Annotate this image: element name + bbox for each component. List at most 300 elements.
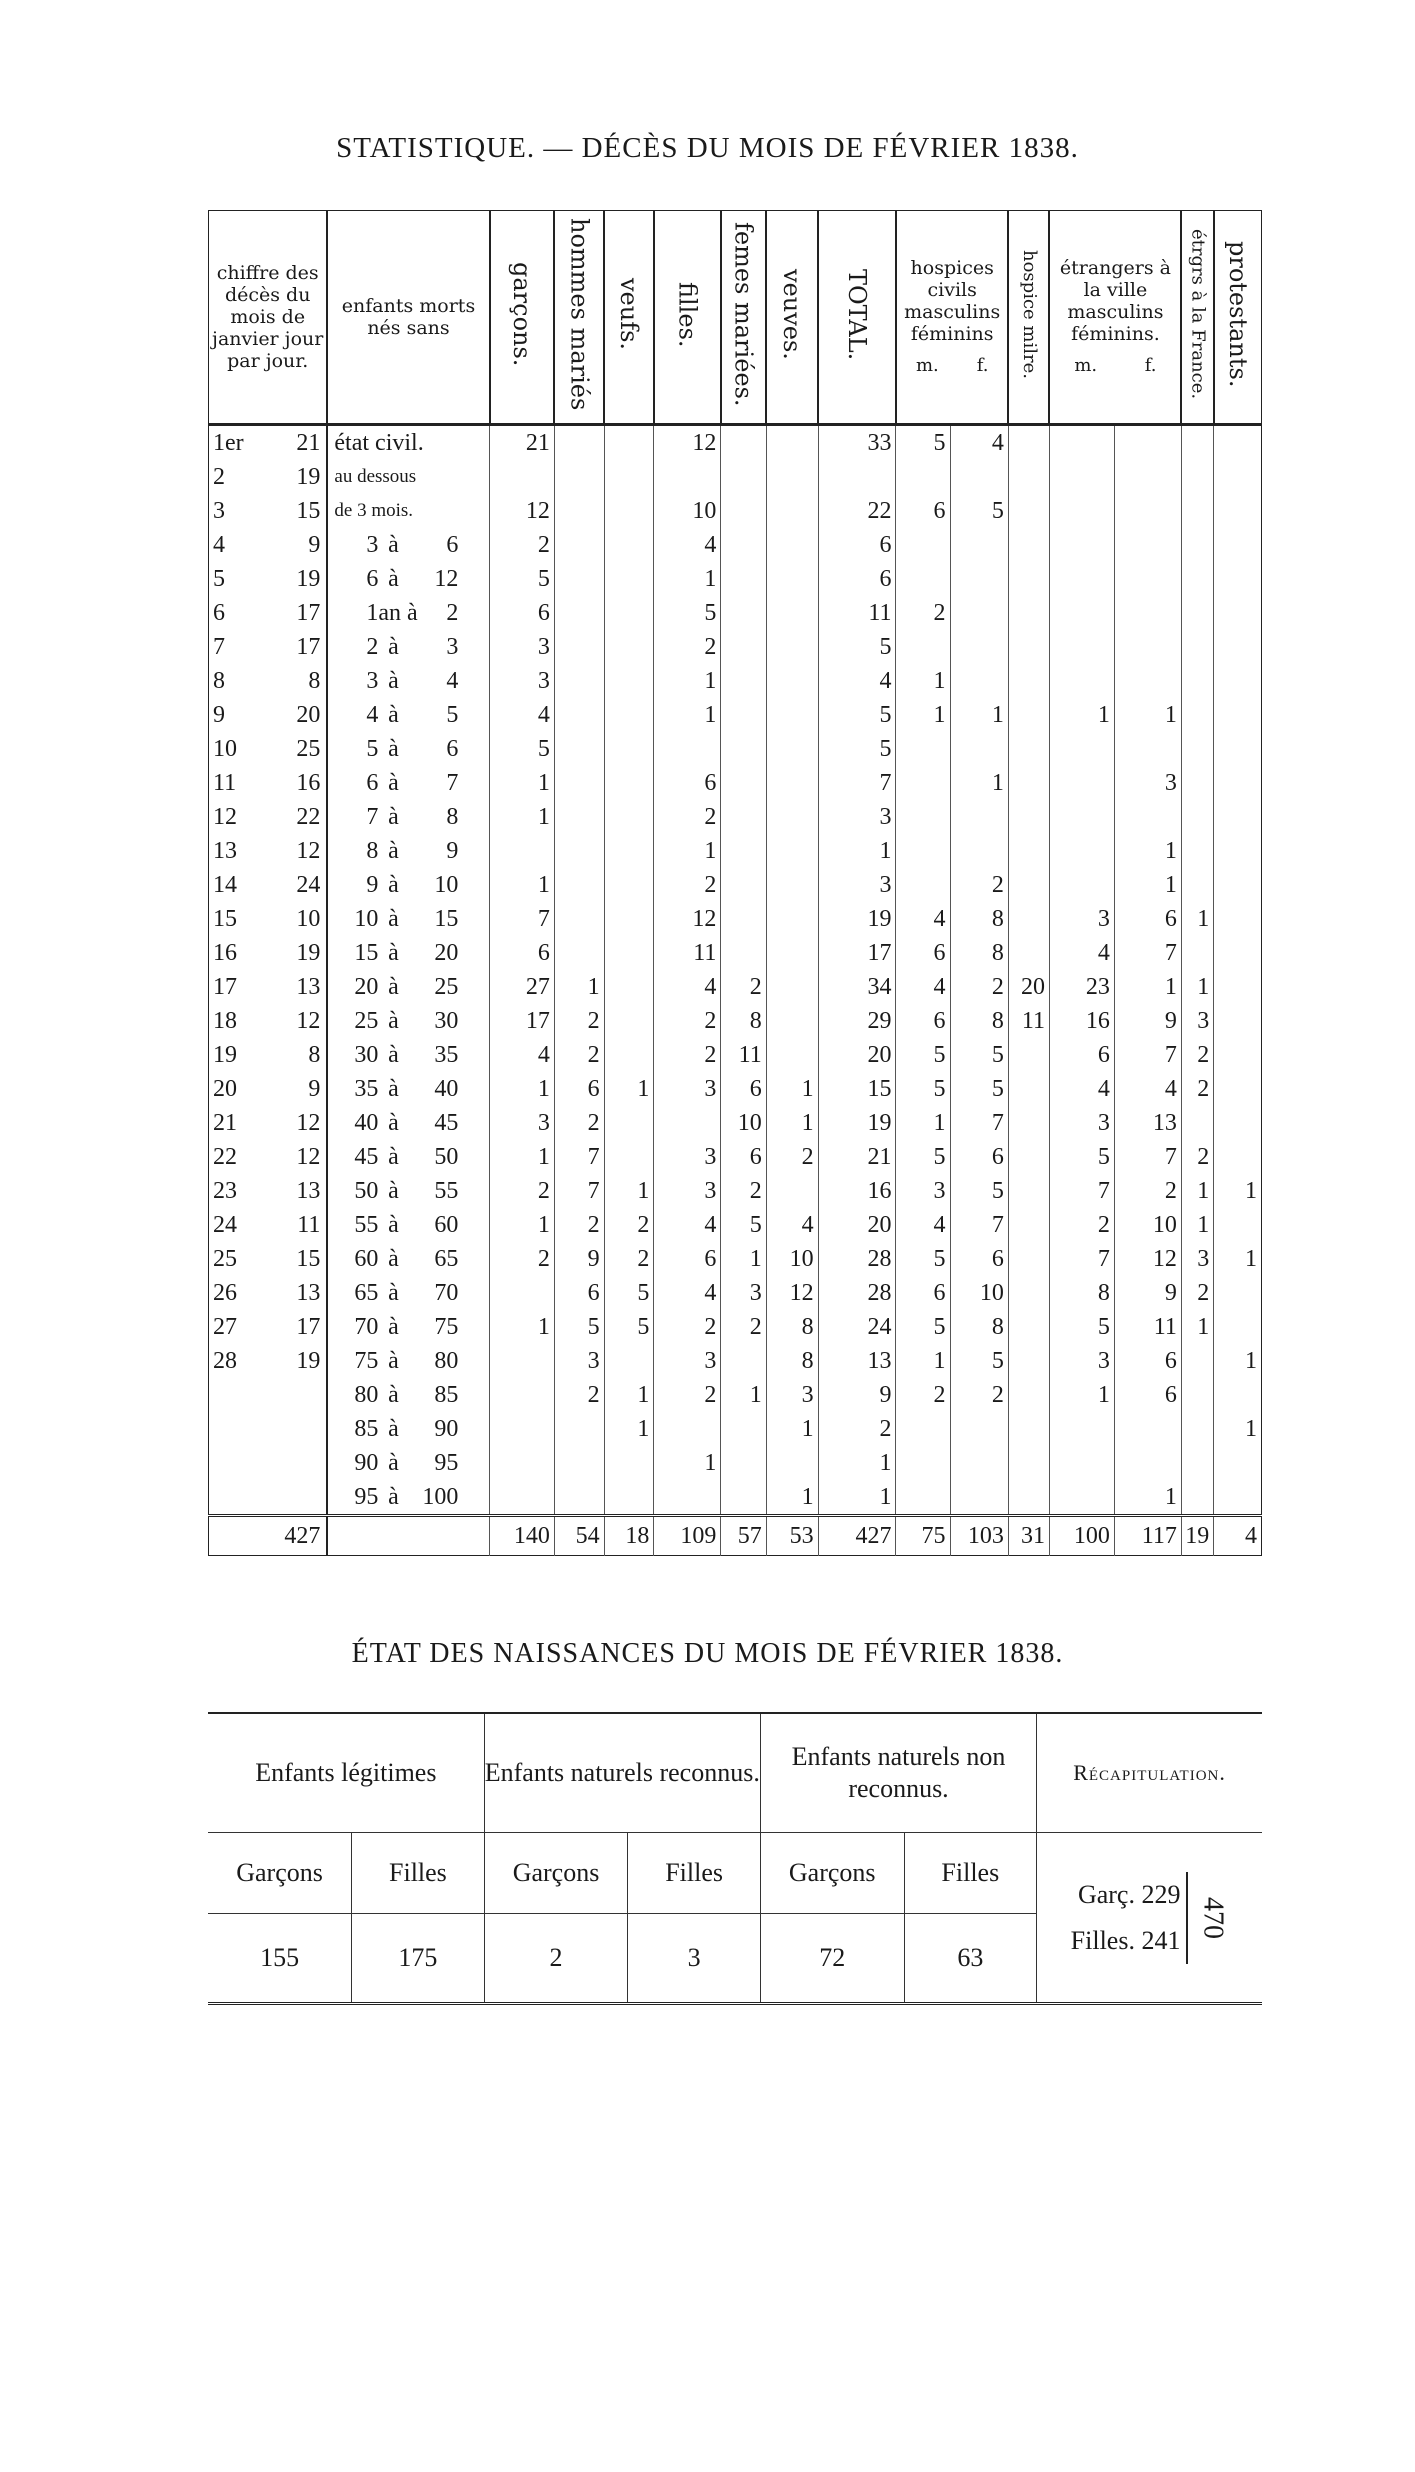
hosp-m-cell xyxy=(896,460,950,494)
hosp-f-cell: 8 xyxy=(950,1004,1008,1038)
etr-france-cell: 3 xyxy=(1181,1004,1213,1038)
femmes-mariees-cell: 3 xyxy=(721,1276,766,1310)
filles-cell: 1 xyxy=(654,664,721,698)
age-cell xyxy=(327,596,489,630)
age-cell xyxy=(327,834,489,868)
age-cell xyxy=(327,1174,489,1208)
garcons-cell xyxy=(490,1378,555,1412)
etr-f-cell xyxy=(1114,596,1181,630)
daily-count-cell: 21 xyxy=(296,430,321,456)
table-row xyxy=(209,766,1262,800)
total-cell: 20 xyxy=(818,1208,896,1242)
age-part: 50 xyxy=(434,1144,459,1170)
protestants-cell xyxy=(1214,970,1262,1004)
filles-cell: 1 xyxy=(654,1446,721,1480)
day-cell: 17 xyxy=(213,974,237,1000)
table-row xyxy=(209,1072,1262,1106)
veufs-cell xyxy=(604,460,654,494)
age-cell xyxy=(327,1310,489,1344)
etr-france-cell xyxy=(1181,766,1213,800)
sub-legitimes-filles: Filles xyxy=(352,1833,485,1914)
hosp-m-cell xyxy=(896,1446,950,1480)
hosp-m-cell: 6 xyxy=(896,494,950,528)
filles-cell: 1 xyxy=(654,834,721,868)
veufs-cell xyxy=(604,1480,654,1516)
day-cell xyxy=(209,1378,265,1412)
garcons-cell: 3 xyxy=(490,664,555,698)
veuves-cell: 12 xyxy=(766,1276,818,1310)
hommes-maries-cell: 2 xyxy=(554,1106,604,1140)
etr-france-cell xyxy=(1181,425,1213,461)
table-row xyxy=(209,1480,1262,1516)
etr-f-cell xyxy=(1114,630,1181,664)
table-row xyxy=(209,1140,1262,1174)
daily-count-cell xyxy=(265,1446,328,1480)
age-cell xyxy=(327,1038,489,1072)
femmes-mariees-cell xyxy=(721,1412,766,1446)
veuves-cell: 1 xyxy=(766,1412,818,1446)
hosp-f-cell: 6 xyxy=(950,1242,1008,1276)
filles-cell: 3 xyxy=(654,1174,721,1208)
etr-france-cell: 1 xyxy=(1181,1208,1213,1242)
total-cell: 1 xyxy=(818,1446,896,1480)
filles-cell: 2 xyxy=(654,868,721,902)
age-part: à xyxy=(388,838,399,864)
veuves-cell xyxy=(766,834,818,868)
veuves-cell xyxy=(766,664,818,698)
births-title: ÉTAT DES NAISSANCES DU MOIS DE FÉVRIER 1838. xyxy=(351,1638,1064,1669)
garcons-cell xyxy=(490,1412,555,1446)
day-cell: 4 xyxy=(213,532,225,558)
totals-row xyxy=(209,1516,1262,1556)
total-cell: 19 xyxy=(818,902,896,936)
etr-m-cell xyxy=(1049,528,1114,562)
filles-cell: 1 xyxy=(654,562,721,596)
filles-cell: 12 xyxy=(654,425,721,461)
header-total: TOTAL. xyxy=(818,211,896,425)
veufs-cell xyxy=(604,800,654,834)
etr-france-cell xyxy=(1181,1344,1213,1378)
etr-f-cell xyxy=(1114,800,1181,834)
table-row xyxy=(209,1378,1262,1412)
etr-m-cell: 23 xyxy=(1049,970,1114,1004)
garcons-cell xyxy=(490,1344,555,1378)
daily-count-cell xyxy=(265,1412,328,1446)
hommes-maries-cell: 7 xyxy=(554,1174,604,1208)
etr-f-cell: 7 xyxy=(1114,936,1181,970)
hosp-m-cell xyxy=(896,528,950,562)
total-etr-france: 19 xyxy=(1181,1516,1213,1556)
veuves-cell xyxy=(766,1038,818,1072)
femmes-mariees-cell xyxy=(721,664,766,698)
totals-age-blank xyxy=(327,1516,489,1556)
hosp-m-cell: 5 xyxy=(896,1038,950,1072)
garcons-cell: 27 xyxy=(490,970,555,1004)
age-cell xyxy=(327,562,489,596)
etr-m-cell xyxy=(1049,834,1114,868)
etr-f-cell: 1 xyxy=(1114,698,1181,732)
total-cell: 11 xyxy=(818,596,896,630)
milre-cell xyxy=(1008,630,1049,664)
table-row xyxy=(209,528,1262,562)
femmes-mariees-cell: 6 xyxy=(721,1140,766,1174)
header-garcons: garçons. xyxy=(490,211,555,425)
hommes-maries-cell: 1 xyxy=(554,970,604,1004)
veufs-cell xyxy=(604,936,654,970)
day-cell: 24 xyxy=(213,1212,237,1238)
age-part: à xyxy=(388,804,399,830)
etr-f-cell: 7 xyxy=(1114,1140,1181,1174)
hosp-m-cell xyxy=(896,766,950,800)
daily-count-cell: 17 xyxy=(296,1314,321,1340)
protestants-cell xyxy=(1214,1072,1262,1106)
veufs-cell xyxy=(604,766,654,800)
hosp-f-cell xyxy=(950,460,1008,494)
total-cell: 6 xyxy=(818,562,896,596)
val-reconnus-filles: 3 xyxy=(628,1914,761,2004)
age-part: 4 xyxy=(446,668,459,694)
hosp-f-cell xyxy=(950,1480,1008,1516)
day-cell: 12 xyxy=(213,804,237,830)
age-part: 35 xyxy=(434,1042,459,1068)
filles-cell: 2 xyxy=(654,1310,721,1344)
day-cell: 27 xyxy=(213,1314,237,1340)
day-cell: 8 xyxy=(213,668,225,694)
filles-cell xyxy=(654,1412,721,1446)
daily-count-cell: 20 xyxy=(296,702,321,728)
veufs-cell: 5 xyxy=(604,1276,654,1310)
hommes-maries-cell: 2 xyxy=(554,1208,604,1242)
veufs-cell xyxy=(604,970,654,1004)
table-row xyxy=(209,1446,1262,1480)
milre-cell xyxy=(1008,562,1049,596)
filles-cell: 6 xyxy=(654,766,721,800)
veuves-cell xyxy=(766,630,818,664)
total-hommes-maries: 54 xyxy=(554,1516,604,1556)
veuves-cell xyxy=(766,902,818,936)
hosp-f-cell: 2 xyxy=(950,1378,1008,1412)
etr-m-cell xyxy=(1049,1480,1114,1516)
day-cell: 11 xyxy=(213,770,237,796)
age-part: à xyxy=(388,1484,399,1510)
protestants-cell xyxy=(1214,936,1262,970)
daily-count-cell xyxy=(265,1378,328,1412)
table-row xyxy=(209,1276,1262,1310)
hosp-m-cell: 6 xyxy=(896,1004,950,1038)
etr-f-cell xyxy=(1114,1412,1181,1446)
milre-cell xyxy=(1008,596,1049,630)
garcons-cell xyxy=(490,460,555,494)
age-cell xyxy=(327,1072,489,1106)
age-cell: état civil. xyxy=(327,425,489,461)
etr-m-cell xyxy=(1049,460,1114,494)
total-cell: 16 xyxy=(818,1174,896,1208)
daily-count-cell: 13 xyxy=(296,1280,321,1306)
age-cell xyxy=(327,902,489,936)
etr-france-cell xyxy=(1181,732,1213,766)
age-cell xyxy=(327,1344,489,1378)
garcons-cell: 1 xyxy=(490,1208,555,1242)
age-part: 5 xyxy=(366,736,379,762)
hosp-f-cell: 1 xyxy=(950,698,1008,732)
hosp-m-cell xyxy=(896,1412,950,1446)
filles-cell xyxy=(654,1480,721,1516)
garcons-cell: 5 xyxy=(490,562,555,596)
header-jour: chiffre des décès du mois de janvier jour par jour. xyxy=(209,211,328,425)
protestants-cell xyxy=(1214,1310,1262,1344)
daily-count-cell: 15 xyxy=(296,1246,321,1272)
veuves-cell xyxy=(766,970,818,1004)
age-part: 40 xyxy=(354,1110,379,1136)
filles-cell: 2 xyxy=(654,1038,721,1072)
etr-france-cell xyxy=(1181,664,1213,698)
filles-cell: 4 xyxy=(654,1276,721,1310)
hosp-m-cell xyxy=(896,800,950,834)
daily-count-cell: 11 xyxy=(297,1212,321,1238)
hosp-f-cell xyxy=(950,562,1008,596)
etr-m-cell xyxy=(1049,1412,1114,1446)
hosp-f-cell: 8 xyxy=(950,902,1008,936)
filles-cell: 5 xyxy=(654,596,721,630)
hosp-m-cell: 5 xyxy=(896,425,950,461)
hosp-m-cell xyxy=(896,562,950,596)
total-milre: 31 xyxy=(1008,1516,1049,1556)
header-etrangers: étrangers à la ville masculins féminins. m. f. xyxy=(1049,211,1181,425)
filles-cell: 3 xyxy=(654,1344,721,1378)
garcons-cell xyxy=(490,1446,555,1480)
veuves-cell: 8 xyxy=(766,1310,818,1344)
hommes-maries-cell xyxy=(554,425,604,461)
etr-france-cell: 1 xyxy=(1181,1310,1213,1344)
age-part: 65 xyxy=(354,1280,379,1306)
age-part: 55 xyxy=(434,1178,459,1204)
age-part: à xyxy=(388,1348,399,1374)
filles-cell xyxy=(654,732,721,766)
milre-cell xyxy=(1008,868,1049,902)
hosp-m-cell: 1 xyxy=(896,1344,950,1378)
daily-count-cell: 12 xyxy=(296,838,321,864)
protestants-cell xyxy=(1214,1480,1262,1516)
age-part: 1 xyxy=(366,600,379,626)
milre-cell xyxy=(1008,1038,1049,1072)
daily-count-cell: 12 xyxy=(296,1008,321,1034)
veufs-cell xyxy=(604,902,654,936)
hosp-m-cell: 4 xyxy=(896,902,950,936)
age-cell xyxy=(327,1480,489,1516)
garcons-cell: 3 xyxy=(490,630,555,664)
hommes-maries-cell: 6 xyxy=(554,1276,604,1310)
daily-count-cell: 10 xyxy=(296,906,321,932)
table-row xyxy=(209,1174,1262,1208)
daily-count-cell: 8 xyxy=(308,668,321,694)
age-part: 3 xyxy=(366,532,379,558)
etr-m-cell xyxy=(1049,494,1114,528)
day-cell: 18 xyxy=(213,1008,237,1034)
hosp-f-cell: 5 xyxy=(950,1072,1008,1106)
age-part: 10 xyxy=(354,906,379,932)
hommes-maries-cell: 3 xyxy=(554,1344,604,1378)
protestants-cell xyxy=(1214,732,1262,766)
etr-f-cell xyxy=(1114,494,1181,528)
day-cell: 19 xyxy=(213,1042,237,1068)
protestants-cell xyxy=(1214,562,1262,596)
age-part: à xyxy=(388,1178,399,1204)
hosp-f-cell xyxy=(950,834,1008,868)
femmes-mariees-cell: 5 xyxy=(721,1208,766,1242)
etr-france-cell xyxy=(1181,1480,1213,1516)
age-part: 6 xyxy=(446,736,459,762)
etr-m-cell: 3 xyxy=(1049,1106,1114,1140)
age-part: à xyxy=(388,1212,399,1238)
age-part: an à xyxy=(378,600,418,626)
veuves-cell xyxy=(766,562,818,596)
protestants-cell: 1 xyxy=(1214,1344,1262,1378)
daily-count-cell: 12 xyxy=(296,1110,321,1136)
day-cell: 10 xyxy=(213,736,237,762)
hommes-maries-cell xyxy=(554,800,604,834)
etr-france-cell xyxy=(1181,562,1213,596)
hosp-f-cell: 8 xyxy=(950,1310,1008,1344)
femmes-mariees-cell xyxy=(721,902,766,936)
femmes-mariees-cell xyxy=(721,562,766,596)
total-cell: 5 xyxy=(818,732,896,766)
milre-cell xyxy=(1008,902,1049,936)
garcons-cell: 17 xyxy=(490,1004,555,1038)
milre-cell xyxy=(1008,494,1049,528)
total-cell: 20 xyxy=(818,1038,896,1072)
protestants-cell xyxy=(1214,630,1262,664)
deaths-table xyxy=(208,210,1262,1556)
age-cell xyxy=(327,936,489,970)
header-protestants: protestants. xyxy=(1214,211,1262,425)
day-cell: 20 xyxy=(213,1076,237,1102)
total-cell: 1 xyxy=(818,834,896,868)
protestants-cell xyxy=(1214,800,1262,834)
etr-france-cell xyxy=(1181,528,1213,562)
protestants-cell xyxy=(1214,596,1262,630)
total-veufs: 18 xyxy=(604,1516,654,1556)
age-part: à xyxy=(388,1008,399,1034)
sub-non-reconnus-filles: Filles xyxy=(904,1833,1037,1914)
hommes-maries-cell: 2 xyxy=(554,1038,604,1072)
age-part: 10 xyxy=(434,872,459,898)
recap-filles: Filles. 241 xyxy=(1070,1925,1181,1955)
protestants-cell xyxy=(1214,494,1262,528)
femmes-mariees-cell xyxy=(721,732,766,766)
age-part: 6 xyxy=(446,532,459,558)
protestants-cell xyxy=(1214,902,1262,936)
sub-non-reconnus-garcons: Garçons xyxy=(760,1833,904,1914)
age-part: à xyxy=(388,1450,399,1476)
femmes-mariees-cell xyxy=(721,698,766,732)
sub-reconnus-garcons: Garçons xyxy=(484,1833,628,1914)
etr-france-cell xyxy=(1181,1106,1213,1140)
femmes-mariees-cell: 2 xyxy=(721,1310,766,1344)
hosp-m-cell xyxy=(896,630,950,664)
etr-m-cell: 16 xyxy=(1049,1004,1114,1038)
age-cell xyxy=(327,1446,489,1480)
protestants-cell xyxy=(1214,425,1262,461)
table-row xyxy=(209,698,1262,732)
femmes-mariees-cell xyxy=(721,834,766,868)
day-cell: 3 xyxy=(213,498,225,524)
milre-cell xyxy=(1008,1174,1049,1208)
age-part: 4 xyxy=(366,702,379,728)
hosp-f-cell xyxy=(950,1412,1008,1446)
hosp-f-cell: 6 xyxy=(950,1140,1008,1174)
page-title: STATISTIQUE. — DÉCÈS DU MOIS DE FÉVRIER 1838. xyxy=(336,132,1079,164)
day-cell: 14 xyxy=(213,872,237,898)
protestants-cell xyxy=(1214,766,1262,800)
milre-cell: 11 xyxy=(1008,1004,1049,1038)
header-hospice-milre: hospice milre. xyxy=(1008,211,1049,425)
table-row xyxy=(209,970,1262,1004)
age-part: 6 xyxy=(366,770,379,796)
filles-cell: 2 xyxy=(654,630,721,664)
garcons-cell: 6 xyxy=(490,936,555,970)
age-part: 3 xyxy=(366,668,379,694)
daily-count-cell: 15 xyxy=(296,498,321,524)
filles-cell: 12 xyxy=(654,902,721,936)
etr-f-cell xyxy=(1114,425,1181,461)
day-cell: 25 xyxy=(213,1246,237,1272)
femmes-mariees-cell xyxy=(721,1446,766,1480)
age-cell xyxy=(327,1242,489,1276)
veufs-cell xyxy=(604,1004,654,1038)
femmes-mariees-cell xyxy=(721,425,766,461)
daily-count-cell: 25 xyxy=(296,736,321,762)
hosp-m-cell xyxy=(896,1480,950,1516)
age-part: 100 xyxy=(422,1484,459,1510)
protestants-cell xyxy=(1214,1446,1262,1480)
femmes-mariees-cell: 2 xyxy=(721,970,766,1004)
etr-f-cell: 3 xyxy=(1114,766,1181,800)
age-part: 40 xyxy=(434,1076,459,1102)
day-cell: 28 xyxy=(213,1348,237,1374)
age-part: 70 xyxy=(354,1314,379,1340)
hosp-m-cell: 5 xyxy=(896,1310,950,1344)
total-cell: 2 xyxy=(818,1412,896,1446)
veufs-cell xyxy=(604,698,654,732)
etr-m-cell xyxy=(1049,868,1114,902)
milre-cell xyxy=(1008,1344,1049,1378)
header-hospices: hospices civils masculins féminins m. f. xyxy=(896,211,1008,425)
total-cell: 5 xyxy=(818,630,896,664)
milre-cell xyxy=(1008,1072,1049,1106)
age-part: 15 xyxy=(434,906,459,932)
veuves-cell xyxy=(766,425,818,461)
age-part: 25 xyxy=(434,974,459,1000)
table-row xyxy=(209,1412,1262,1446)
age-part: 85 xyxy=(354,1416,379,1442)
hommes-maries-cell: 5 xyxy=(554,1310,604,1344)
age-part: à xyxy=(388,974,399,1000)
total-filles: 109 xyxy=(654,1516,721,1556)
femmes-mariees-cell xyxy=(721,494,766,528)
etr-m-cell: 5 xyxy=(1049,1140,1114,1174)
filles-cell: 10 xyxy=(654,494,721,528)
day-cell: 22 xyxy=(213,1144,237,1170)
veuves-cell xyxy=(766,1174,818,1208)
age-part: 30 xyxy=(434,1008,459,1034)
daily-count-cell: 9 xyxy=(308,1076,321,1102)
total-cell: 17 xyxy=(818,936,896,970)
filles-cell: 2 xyxy=(654,1378,721,1412)
hosp-m-cell xyxy=(896,868,950,902)
etr-france-cell xyxy=(1181,494,1213,528)
age-part: 2 xyxy=(446,600,459,626)
veuves-cell xyxy=(766,528,818,562)
